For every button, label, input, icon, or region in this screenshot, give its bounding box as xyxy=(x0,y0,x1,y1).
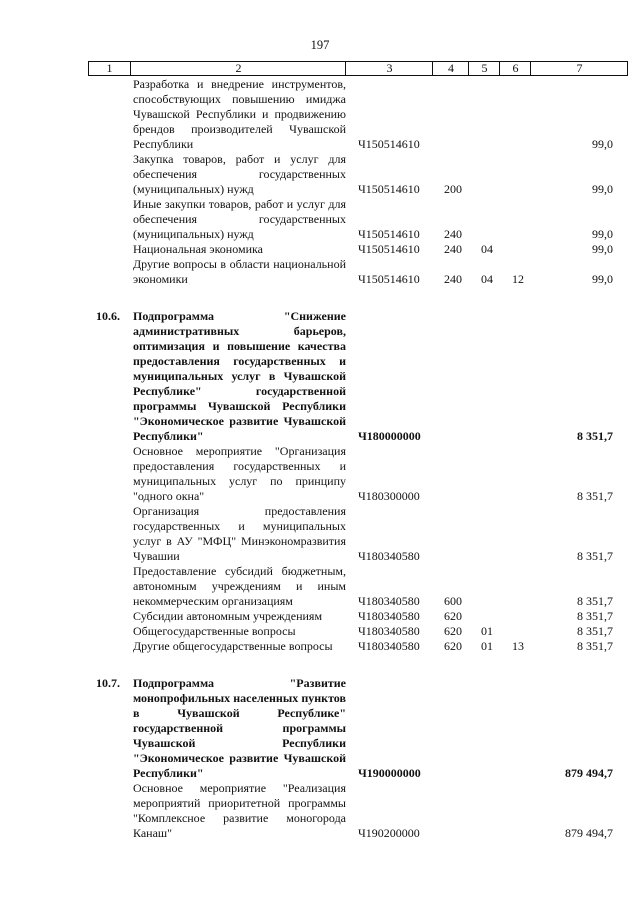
row-expense-type: 200 xyxy=(444,182,462,196)
table-row xyxy=(0,242,640,257)
row-name: Другие вопросы в области национальной экономики xyxy=(133,257,346,286)
table-row xyxy=(0,624,640,639)
row-number: 10.6. xyxy=(96,309,120,323)
header-col-1: 1 xyxy=(106,61,113,75)
row-sum: 879 494,7 xyxy=(565,766,613,780)
row-subsection: 13 xyxy=(512,639,524,653)
header-col-3: 3 xyxy=(345,62,433,75)
spacer xyxy=(0,654,640,676)
row-expense-type: 620 xyxy=(444,624,462,638)
row-name: Организация предоставления государственных и муниципальных услуг в АУ "МФЦ" Минэкономразвития Чувашии xyxy=(133,504,346,563)
row-code: Ч180340580 xyxy=(358,639,420,653)
table-row xyxy=(0,564,640,609)
spacer xyxy=(0,287,640,309)
row-sum: 99,0 xyxy=(592,137,613,151)
row-name: Основное мероприятие "Реализация мероприятий приоритетной программы "Комплексное развитие моногорода Канаш" xyxy=(133,781,346,840)
header-col-5: 5 xyxy=(468,62,500,75)
row-expense-type: 620 xyxy=(444,609,462,623)
row-code: Ч150514610 xyxy=(358,272,420,286)
row-name: Основное мероприятие "Организация предоставления государственных и муниципальных услуг по принципу "одного окна" xyxy=(133,444,346,503)
subprogram-row xyxy=(0,309,640,444)
table-row xyxy=(0,77,640,152)
row-sum: 99,0 xyxy=(592,182,613,196)
row-code: Ч180340580 xyxy=(358,594,420,608)
row-code: Ч150514610 xyxy=(358,242,420,256)
row-section: 01 xyxy=(481,639,493,653)
header-col-4: 4 xyxy=(432,62,469,75)
row-name: Национальная экономика xyxy=(133,242,263,256)
row-code: Ч150514610 xyxy=(358,137,420,151)
subprogram-row xyxy=(0,676,640,781)
table-row xyxy=(0,257,640,287)
row-code: Ч150514610 xyxy=(358,227,420,241)
header-col-7: 7 xyxy=(530,62,628,75)
row-sum: 8 351,7 xyxy=(577,489,613,503)
row-expense-type: 240 xyxy=(444,242,462,256)
row-code: Ч180000000 xyxy=(358,429,421,443)
row-name: Разработка и внедрение инструментов, способствующих повышению имиджа Чувашской Республики и продвижению брендов производителей Чувашской Республики xyxy=(133,77,346,151)
row-name: Подпрограмма "Снижение административных барьеров, оптимизация и повышение качества предоставления государственных и муниципальных услуг в Чувашской Республике" государственной программы Чувашской Республики "Экономическое развитие Чувашской Республики" xyxy=(133,309,346,443)
row-name: Предоставление субсидий бюджетным, автономным учреждениям и иным некоммерческим организациям xyxy=(133,564,346,608)
row-section: 04 xyxy=(481,242,493,256)
row-sum: 99,0 xyxy=(592,242,613,256)
row-sum: 8 351,7 xyxy=(577,429,613,443)
row-section: 04 xyxy=(481,272,493,286)
row-code: Ч180300000 xyxy=(358,489,420,503)
row-sum: 8 351,7 xyxy=(577,624,613,638)
row-sum: 99,0 xyxy=(592,227,613,241)
row-section: 01 xyxy=(481,624,493,638)
row-expense-type: 600 xyxy=(444,594,462,608)
table-row xyxy=(0,609,640,624)
row-sum: 8 351,7 xyxy=(577,609,613,623)
row-number: 10.7. xyxy=(96,676,120,690)
row-sum: 8 351,7 xyxy=(577,639,613,653)
row-code: Ч190000000 xyxy=(358,766,421,780)
row-name: Другие общегосударственные вопросы xyxy=(133,639,333,653)
row-name: Подпрограмма "Развитие монопрофильных населенных пунктов в Чувашской Республике" государственной программы Чувашской Республики "Экономическое развитие Чувашской Республики" xyxy=(133,676,346,780)
row-name: Иные закупки товаров, работ и услуг для обеспечения государственных (муниципальных) нужд xyxy=(133,197,346,241)
table-row xyxy=(0,197,640,242)
row-code: Ч150514610 xyxy=(358,182,420,196)
row-code: Ч180340580 xyxy=(358,609,420,623)
table-row xyxy=(0,639,640,654)
budget-table xyxy=(0,77,640,841)
header-col-6: 6 xyxy=(499,62,531,75)
table-row xyxy=(0,781,640,841)
table-row xyxy=(0,504,640,564)
row-name: Общегосударственные вопросы xyxy=(133,624,296,638)
row-name: Субсидии автономным учреждениям xyxy=(133,609,323,623)
table-row xyxy=(0,152,640,197)
row-name: Закупка товаров, работ и услуг для обеспечения государственных (муниципальных) нужд xyxy=(133,152,346,196)
row-code: Ч180340580 xyxy=(358,624,420,638)
row-expense-type: 240 xyxy=(444,272,462,286)
row-expense-type: 240 xyxy=(444,227,462,241)
row-subsection: 12 xyxy=(512,272,524,286)
row-code: Ч190200000 xyxy=(358,826,420,840)
row-sum: 879 494,7 xyxy=(565,826,613,840)
row-sum: 8 351,7 xyxy=(577,594,613,608)
row-code: Ч180340580 xyxy=(358,549,420,563)
row-sum: 99,0 xyxy=(592,272,613,286)
table-header xyxy=(88,61,628,76)
page-number: 197 xyxy=(310,38,330,52)
table-row xyxy=(0,444,640,504)
row-sum: 8 351,7 xyxy=(577,549,613,563)
header-col-2: 2 xyxy=(130,62,346,75)
row-expense-type: 620 xyxy=(444,639,462,653)
